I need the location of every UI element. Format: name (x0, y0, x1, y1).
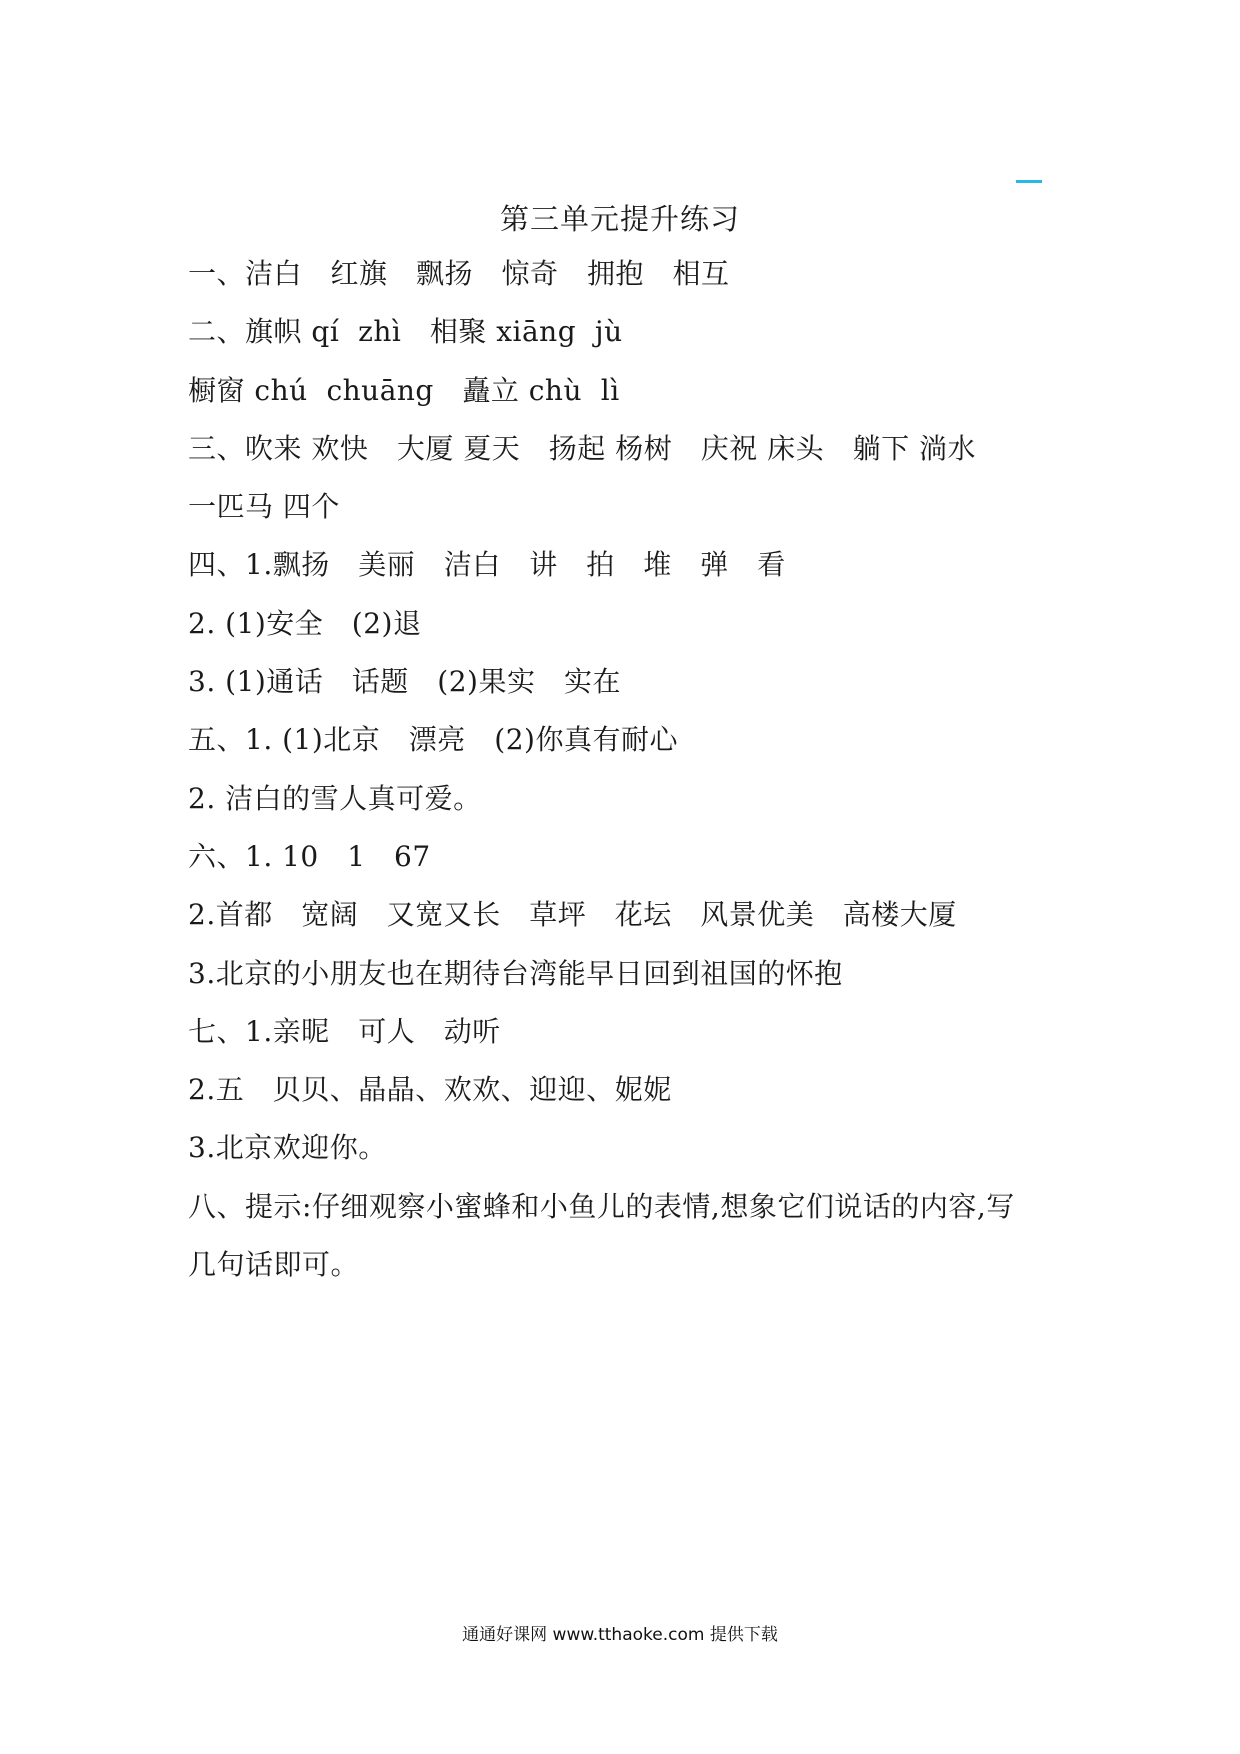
answer-line: 橱窗 chú chuāng 矗立 chù lì (188, 373, 620, 407)
answer-line: 五、1. (1)北京 漂亮 (2)你真有耐心 (188, 723, 678, 757)
answer-line: 一匹马 四个 (188, 490, 340, 524)
answer-line: 三、吹来 欢快 大厦 夏天 扬起 杨树 庆祝 床头 躺下 淌水 (188, 431, 977, 465)
answer-line: 几句话即可。 (188, 1248, 360, 1282)
answer-content (188, 245, 1088, 1294)
answer-line: 2.首都 宽阔 又宽又长 草坪 花坛 风景优美 高楼大厦 (188, 898, 957, 932)
answer-line: 八、提示:仔细观察小蜜蜂和小鱼儿的表情,想象它们说话的内容,写 (188, 1189, 1015, 1223)
answer-line: 2. (1)安全 (2)退 (188, 606, 422, 640)
footer-watermark: 通通好课网 www.tthaoke.com 提供下载 (462, 1625, 778, 1645)
answer-line: 3. (1)通话 话题 (2)果实 实在 (188, 665, 621, 699)
answer-line: 3.北京欢迎你。 (188, 1131, 387, 1165)
answer-line: 六、1. 10 1 67 (188, 839, 431, 873)
page-title: 第三单元提升练习 (499, 202, 740, 236)
answer-line: 七、1.亲昵 可人 动听 (188, 1014, 501, 1048)
answer-line: 2.五 贝贝、晶晶、欢欢、迎迎、妮妮 (188, 1073, 672, 1107)
answer-line: 一、洁白 红旗 飘扬 惊奇 拥抱 相互 (188, 257, 730, 290)
answer-line: 四、1.飘扬 美丽 洁白 讲 拍 堆 弹 看 (188, 548, 786, 582)
corner-mark (1016, 180, 1042, 183)
answer-line: 3.北京的小朋友也在期待台湾能早日回到祖国的怀抱 (188, 956, 843, 990)
answer-line: 2. 洁白的雪人真可爱。 (188, 781, 482, 815)
answer-line: 二、旗帜 qí zhì 相聚 xiāng jù (188, 315, 623, 349)
